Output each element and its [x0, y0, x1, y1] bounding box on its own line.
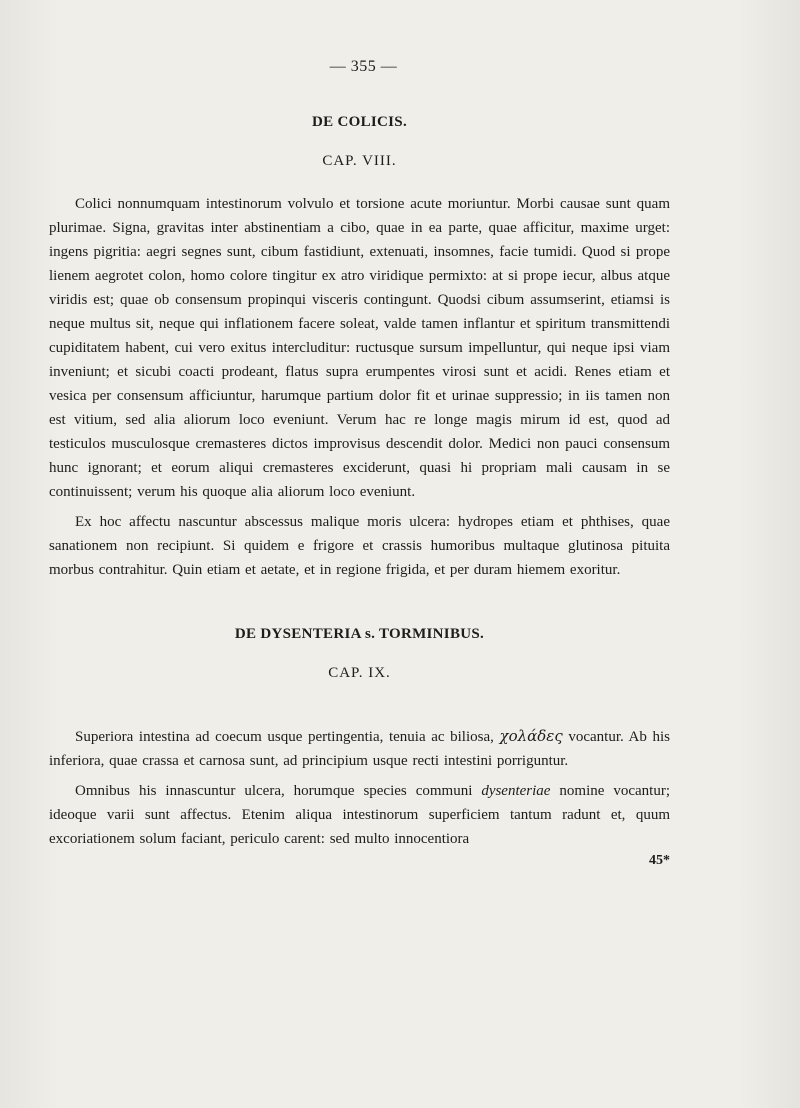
page-content	[49, 58, 670, 871]
paragraph-text: nomine vocantur; ideoque varii sunt affectus. Etenim aliqua intestinorum superficiem tantum radunt et, quum excoriationem solum faciant, periculo carent: sed multo innocentiora	[49, 783, 670, 847]
paragraph	[49, 779, 670, 851]
paragraph-text: Omnibus his innascuntur ulcera, horumque species communi	[75, 783, 482, 799]
paragraph-text: vocantur. Ab his inferiora, quae crassa et carnosa sunt, ad principium usque recti intestini porriguntur.	[49, 729, 670, 769]
section-title: DE COLICIS.	[312, 114, 407, 130]
greek-term: χολάδες	[499, 727, 563, 745]
paragraph-text: Superiora intestina ad coecum usque pertingentia, tenuia ac biliosa,	[75, 729, 500, 745]
section-de-colicis	[49, 114, 670, 582]
section-title: DE DYSENTERIA s. TORMINIBUS.	[234, 626, 485, 642]
paragraph: Colici nonnumquam intestinorum volvulo et torsione acute moriuntur. Morbi causae sunt quam plurimae. Signa, gravitas inter abstinentiam a cibo, quae in ea parte, quae afficitur, maxime urget: ingens pigritia: aegri segnes sunt, cibum fastidiunt, extenuati, insomnes, facie tumidi. Quod si prope lienem aegrotet colon, homo colore tingitur ex atro viridique permixto: at si prope iecur, albus atque viridis est; quae ob consensum propinqui visceris contingunt. Quodsi cibum assumserint, etiamsi is neque multus sit, neque qui inflationem facere soleat, valde tamen inflantur et spiritum transmittendi cupiditatem habent, cui vero exitus intercluditur: ructusque sursum impelluntur, qui neque ipsi viam inveniunt; et sicubi coacti prodeant, flatus supra erumpentes virosi sunt et acidi. Renes etiam et vesica per consensum afficiuntur, harumque partium dolor fit et urinae suppressio; in iis tamen non est vitium, sed alia aliorum loco eveniunt. Verum hac re longe magis mirum id est, quod ad testiculos musculosque cremasteres dictos improvisus descendit dolor. Medici non pauci consensum hunc ignorant; et eorum aliqui cremasteres exciderunt, quasi hi propriam mali causam in se continuissent; verum his quoque alia aliorum loco eveniunt.	[49, 196, 670, 500]
chapter-heading: CAP. VIII.	[322, 153, 397, 169]
paragraph: Ex hoc affectu nascuntur abscessus malique moris ulcera: hydropes etiam et phthises, quae sanationem non recipiunt. Si quidem e frigore et crassis humoribus multaque glutinosa pituita morbus contrahitur. Quin etiam et aetate, et in regione frigida, et per duram hiemem exoritur.	[49, 514, 670, 578]
section-de-dysenteria	[49, 626, 670, 871]
italic-term: dysenteriae	[481, 783, 551, 799]
page-number: — 355 —	[329, 58, 398, 75]
signature-mark: 45*	[649, 853, 670, 868]
paragraph	[49, 724, 670, 773]
chapter-heading: CAP. IX.	[328, 665, 391, 681]
